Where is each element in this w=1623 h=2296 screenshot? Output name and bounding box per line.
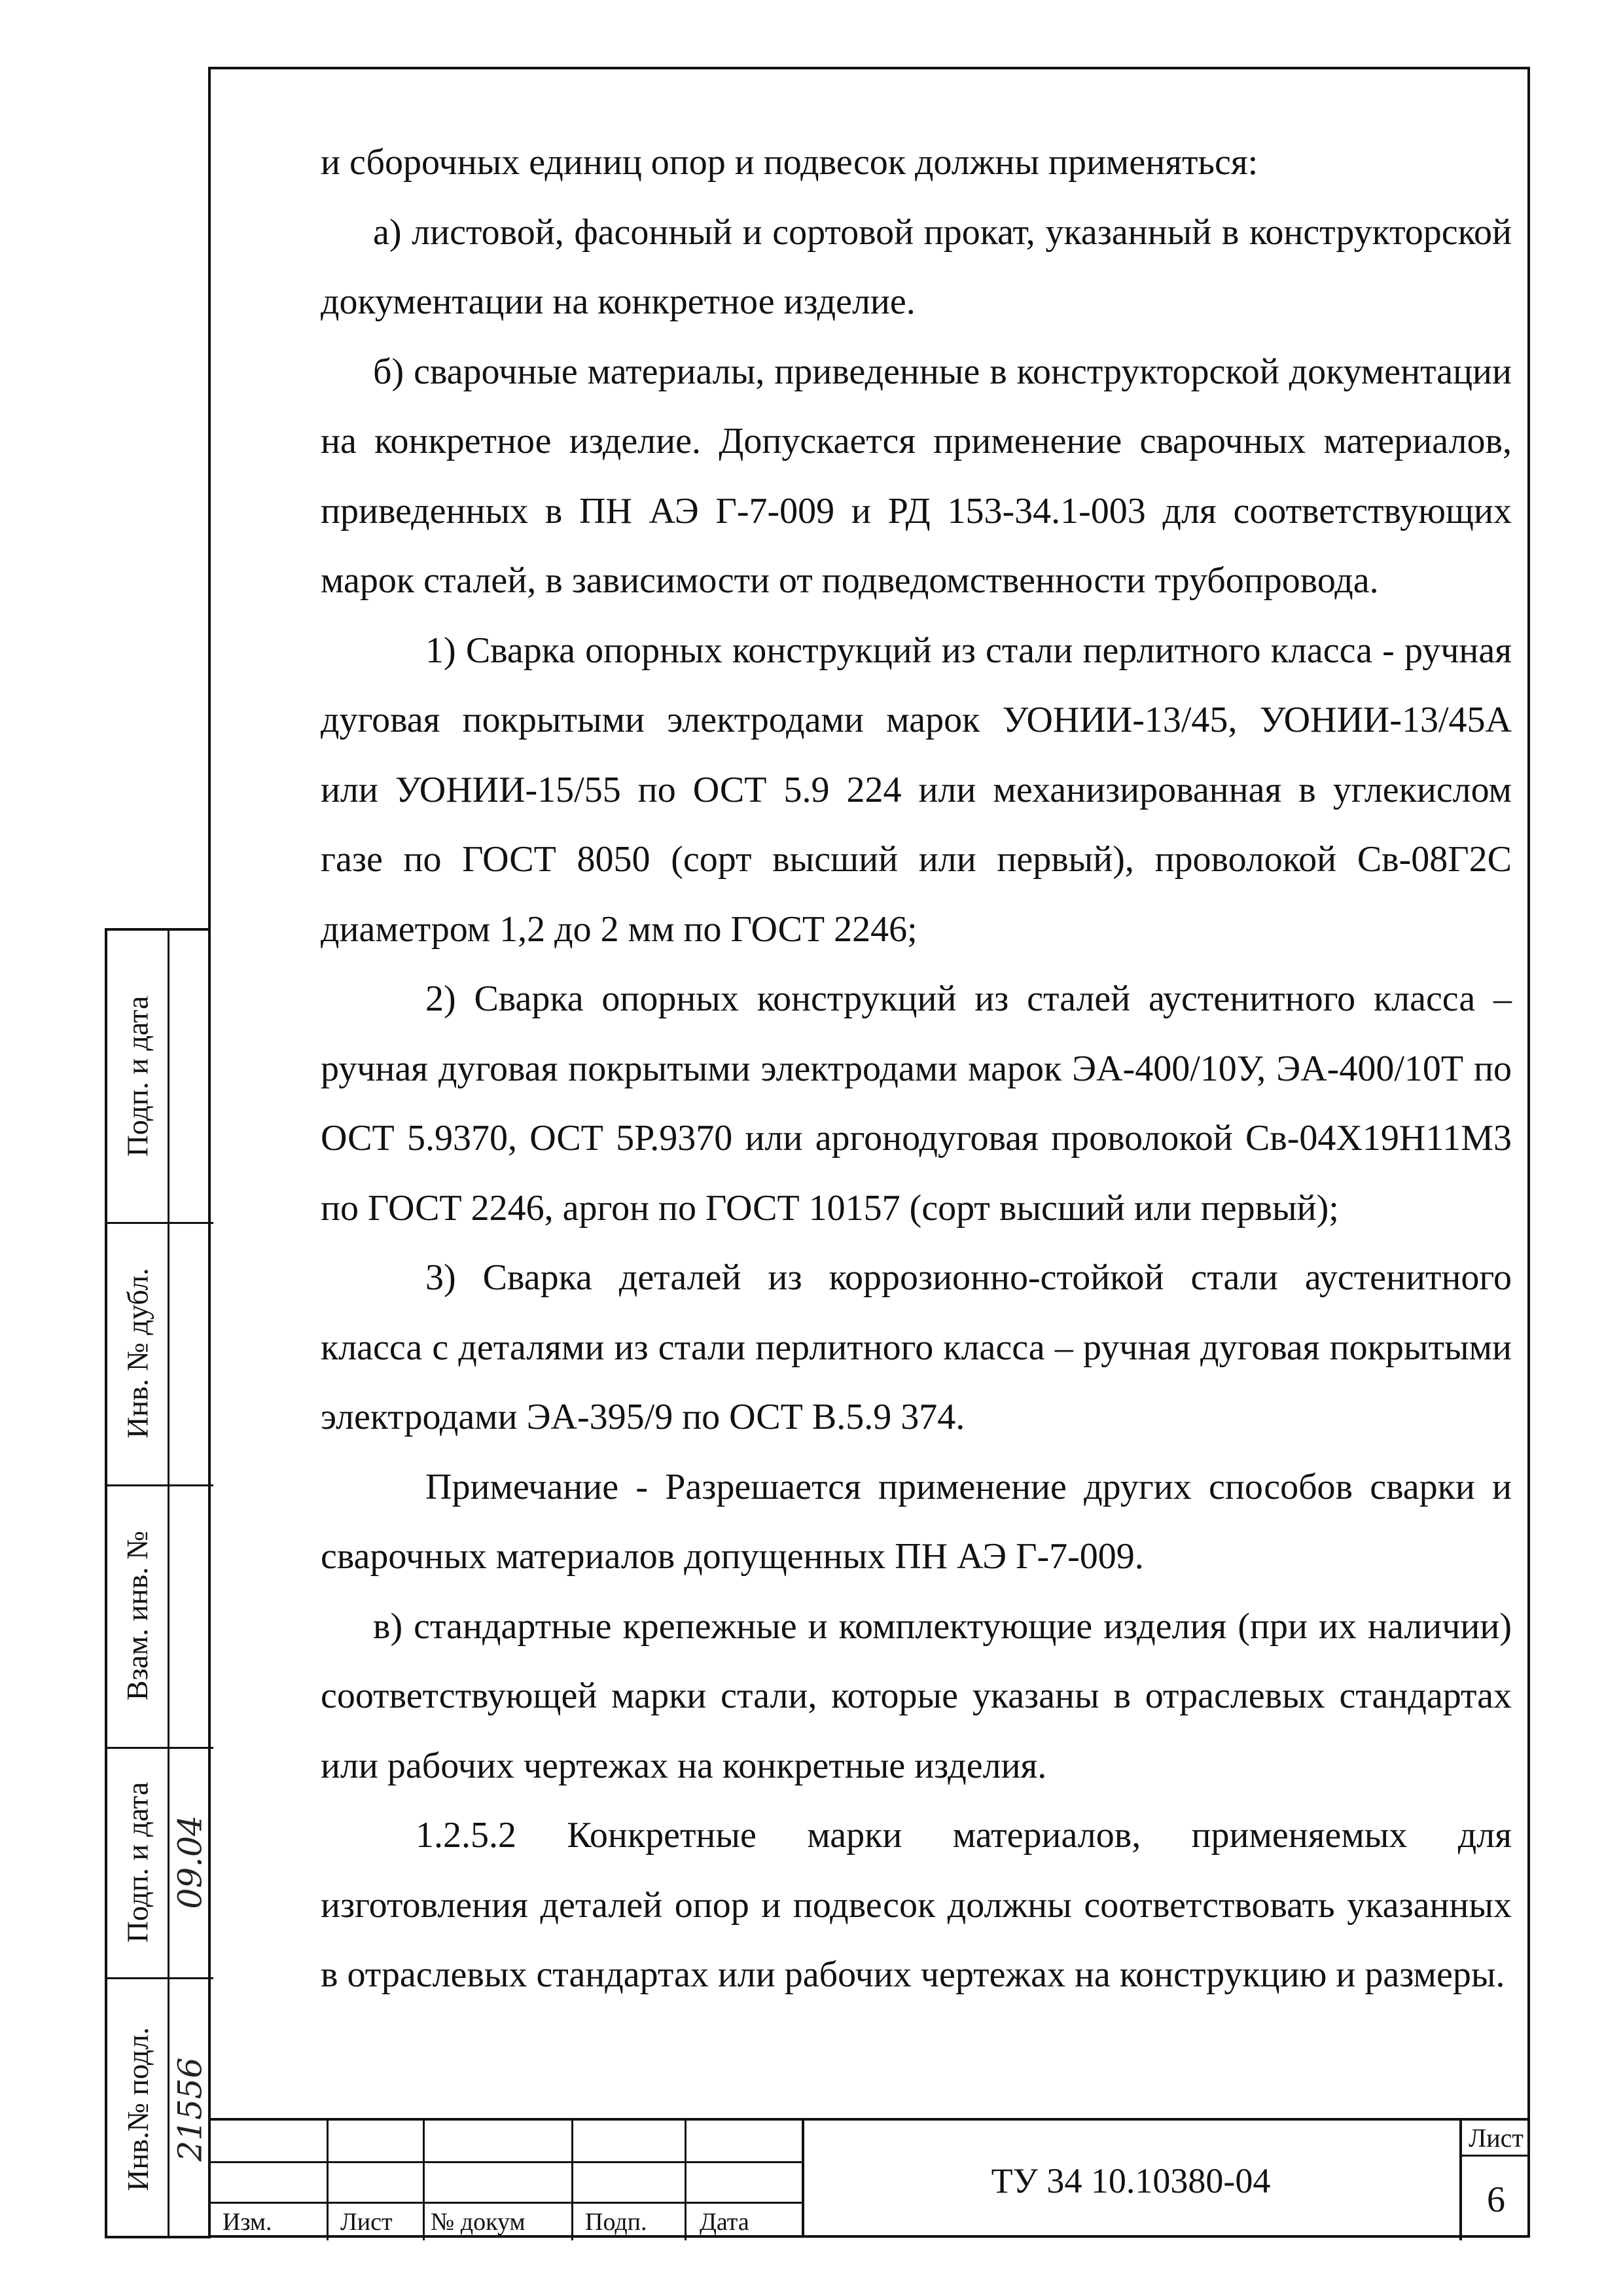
paragraph-item-a: а) листовой, фасонный и сортовой прокат, указанный в конструкторской документации на конкретное изделие. — [321, 211, 1512, 322]
side-stamp — [105, 928, 211, 2238]
paragraph-weld-2: 2) Сварка опорных конструкций из сталей аустенитного класса – ручная дуговая покрытыми электродами марок ЭА-400/10У, ЭА-400/10Т по ОСТ 5.9370, ОСТ 5Р.9370 или аргонодуговая проволокой Св-04Х19Н11М3 по ГОСТ 2246, аргон по ГОСТ 10157 (сорт высший или первый); — [321, 978, 1512, 1229]
document-body — [321, 128, 1512, 2010]
handwritten-inventory-number: 21556 — [171, 2056, 209, 2162]
tb-label-date: Дата — [700, 2208, 749, 2236]
sheet-label: Лист — [1462, 2121, 1530, 2157]
paragraph-1-2-5-2: 1.2.5.2 Конкретные марки материалов, применяемых для изготовления деталей опор и подвесок должны соответствовать указанных в отраслевых стандартах или рабочих чертежах на конструкцию и размеры. — [321, 1815, 1512, 1995]
paragraph-item-b: б) сварочные материалы, приведенные в конструкторской документации на конкретное изделие. Допускается применение сварочных материалов, приведенных в ПН АЭ Г-7-009 и РД 153-34.1-003 для соответствующих марок сталей, в зависимости от подведомственности трубопровода. — [321, 351, 1512, 601]
handwritten-signature-date: 09.04 — [171, 1815, 210, 1909]
paragraph-note: Примечание - Разрешается применение других способов сварки и сварочных материалов допущенных ПН АЭ Г-7-009. — [321, 1466, 1512, 1577]
tb-label-signature: Подп. — [585, 2208, 647, 2236]
tb-col-divider — [327, 2121, 329, 2240]
sheet-number: 6 — [1487, 2179, 1505, 2220]
document-code: ТУ 34 10.10380-04 — [991, 2161, 1271, 2200]
side-label-sign-date-2: Подп. и дата — [120, 1782, 154, 1943]
side-label-replace-inv: Взам. инв. № — [120, 1530, 154, 1701]
paragraph-weld-1: 1) Сварка опорных конструкций из стали перлитного класса - ручная дуговая покрытыми электродами марок УОНИИ-13/45, УОНИИ-13/45А или УОНИИ-15/55 по ОСТ 5.9 224 или механизированная в углекислом газе по ГОСТ 8050 (сорт высший или первый), проволокой Св-08Г2С диаметром 1,2 до 2 мм по ГОСТ 2246; — [321, 630, 1512, 950]
tb-col-divider — [571, 2121, 573, 2240]
tb-label-change: Изм. — [223, 2208, 272, 2236]
side-label-dup-inv: Инв. № дубл. — [120, 1268, 154, 1439]
tb-col-divider — [685, 2121, 687, 2240]
tb-col-divider — [423, 2121, 425, 2240]
side-label-orig-inv: Инв.№ подл. — [120, 2027, 154, 2191]
title-block — [208, 2118, 1530, 2238]
tb-label-doc-no: № докум — [431, 2208, 526, 2236]
tb-row-divider — [208, 2161, 802, 2163]
title-block-columns — [208, 2121, 802, 2240]
sheet-number-box — [1459, 2121, 1530, 2240]
paragraph-item-v: в) стандартные крепежные и комплектующие изделия (при их наличии) соответствующей марки стали, которые указаны в отраслевых стандартах или рабочих чертежах на конкретные изделия. — [321, 1605, 1512, 1786]
side-label-sign-date: Подп. и дата — [120, 996, 154, 1157]
tb-label-sheet: Лист — [340, 2208, 393, 2236]
paragraph-intro: и сборочных единиц опор и подвесок должны применяться: — [321, 142, 1258, 183]
paragraph-weld-3: 3) Сварка деталей из коррозионно-стойкой стали аустенитного класса с деталями из стали перлитного класса – ручная дуговая покрытыми электродами ЭА-395/9 по ОСТ В.5.9 374. — [321, 1257, 1512, 1437]
